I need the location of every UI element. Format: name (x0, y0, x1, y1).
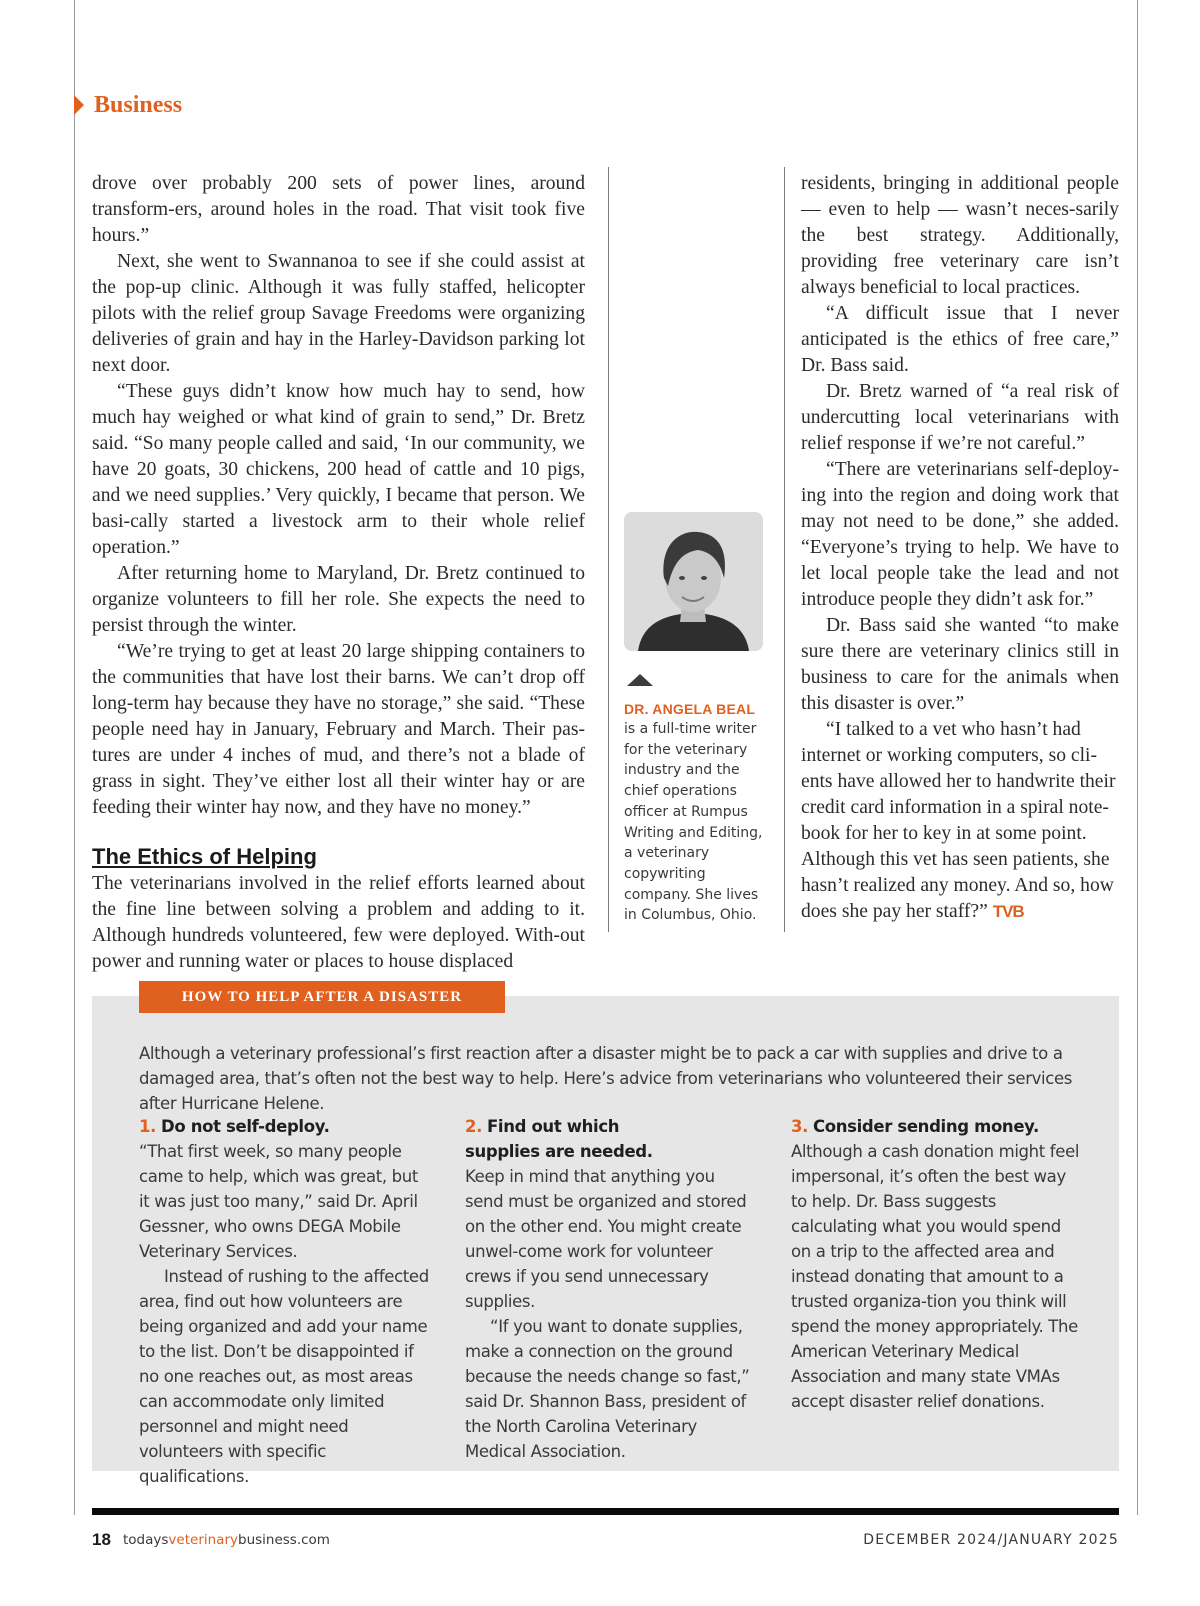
tip-title: Consider sending money. (812, 1117, 1039, 1136)
column-divider-right (784, 167, 785, 932)
paragraph: “There are veterinarians self-deploy-ing into the region and doing work that may not need to be done,” she added. “Everyone’s trying to help. We have to let local people take the lead and not introduce people they didn’t ask for.” (801, 459, 1119, 610)
section-arrow-icon (74, 95, 84, 115)
site-url (123, 1532, 330, 1548)
tip-paragraph: “If you want to donate supplies, make a connection on the ground because the needs change so fast,” said Dr. Shannon Bass, president of the North Carolina Veterinary Medical Association. (465, 1317, 750, 1461)
author-portrait-icon (624, 512, 763, 651)
paragraph: Next, she went to Swannanoa to see if she could assist at the pop-up clinic. Although it was fully staffed, helicopter pilots with the relief group Savage Freedoms were organizing deliveries of grain and hay in the Harley-Davidson parking lot next door. (92, 251, 585, 376)
tip-paragraph: “That first week, so many people came to help, which was great, but it was just too many,” said Dr. April Gessner, who owns DEGA Mobile Veterinary Services. (139, 1142, 418, 1261)
paragraph: “These guys didn’t know how much hay to send, how much hay weighed or what kind of grain to send,” Dr. Bretz said. “So many people called and said, ‘In our community, we have 20 goats, 30 chickens, 200 head of cattle and 10 pigs, and we need supplies.’ Very quickly, I became that person. We basi-cally started a livestock arm to their whole relief operation.” (92, 381, 585, 558)
page-number: 18 (92, 1530, 111, 1549)
tvb-end-mark: TVB (992, 902, 1024, 921)
site-url-part: business.com (238, 1532, 330, 1548)
page-edge-left (74, 0, 75, 1515)
tip-3 (791, 1114, 1083, 1414)
paragraph: Dr. Bass said she wanted “to make sure there are veterinary clinics still in business to care for the animals when this disaster is over.” (801, 615, 1119, 714)
tip-paragraph: Keep in mind that anything you send must be organized and stored on the other end. You might create unwel-come work for volunteer crews if you send unnecessary supplies. (465, 1167, 747, 1311)
tip-title: Find out which supplies are needed. (465, 1117, 653, 1161)
paragraph-last (801, 717, 1119, 925)
paragraph: The veterinarians involved in the relief efforts learned about the fine line between solving a problem and adding to it. Although hundreds volunteered, few were deployed. With-out power and running water or places to house displaced (92, 873, 585, 972)
tip-paragraph: Instead of rushing to the affected area, find out how volunteers are being organized and add your name to the list. Don’t be disappointed if no one reaches out, as most areas can accommodate only limited personnel and might need volunteers with specific qualifications. (139, 1267, 429, 1486)
help-box-tab: HOW TO HELP AFTER A DISASTER (139, 981, 505, 1013)
paragraph: “A difficult issue that I never anticipated is the ethics of free care,” Dr. Bass said. (801, 303, 1119, 376)
tip-number: 2. (465, 1117, 483, 1136)
article-column-left (92, 171, 585, 975)
section-header (74, 88, 182, 122)
page-edge-right (1137, 0, 1138, 1515)
footer-rule (92, 1508, 1119, 1515)
subhead-ethics: The Ethics of Helping (92, 844, 317, 869)
tip-title: Do not self-deploy. (160, 1117, 330, 1136)
site-url-accent: veterinary (168, 1532, 238, 1548)
site-url-part: todays (123, 1532, 169, 1548)
paragraph: After returning home to Maryland, Dr. Bretz continued to organize volunteers to fill her role. She expects the need to persist through the winter. (92, 563, 585, 636)
column-divider-left (608, 167, 609, 932)
section-label: Business (94, 91, 183, 118)
author-photo (624, 512, 763, 651)
paragraph: Dr. Bretz warned of “a real risk of undercutting local veterinarians with relief response if we’re not careful.” (801, 381, 1119, 454)
tip-paragraph: Although a cash donation might feel impersonal, it’s often the best way to help. Dr. Bass suggests calculating what you would spend on a trip to the affected area and instead donating that amount to a trusted organiza-tion you think will spend the money appropriately. The American Veterinary Medical Association and many state VMAs accept disaster relief donations. (791, 1142, 1080, 1411)
paragraph: “We’re trying to get at least 20 large shipping containers to the communities that have lost their barns. We can’t drop off long-term hay because they have no storage,” she said. “These people need hay in January, February and March. Their pas-tures are under 4 inches of mud, and there’s not a blade of grass in sight. They’ve either lost all their winter hay or are feeding their winter hay now, and they have no money.” (92, 641, 585, 818)
author-bio (624, 512, 764, 926)
help-box-intro: Although a veterinary professional’s first reaction after a disaster might be to pack a car with supplies and drive to a damaged area, that’s often not the best way to help. Here’s advice from veterinarians who volunteered their services after Hurricane Helene. (139, 1044, 1073, 1113)
author-name: DR. ANGELA BEAL (624, 701, 756, 717)
paragraph: drove over probably 200 sets of power lines, around transform-ers, around holes in the road. That visit took five hours.” (92, 173, 585, 246)
issue-date: DECEMBER 2024/JANUARY 2025 (863, 1532, 1119, 1548)
paragraph: residents, bringing in additional people — even to help — wasn’t neces-sarily the best strategy. Additionally, providing free veterinary care isn’t always beneficial to local practices. (801, 173, 1119, 298)
tip-number: 3. (791, 1117, 809, 1136)
tip-2 (465, 1114, 757, 1464)
tip-number: 1. (139, 1117, 157, 1136)
author-bio-text: is a full-time writer for the veterinary industry and the chief operations officer at Rumpus Writing and Editing, a veterinary copywriting company. She lives in Columbus, Ohio. (624, 721, 763, 924)
caption-pointer-icon (627, 674, 653, 686)
paragraph-last-text: “I talked to a vet who hasn’t had internet or working computers, so cli-ents have allowed her to handwrite their credit card information in a spiral note-book for her to key in at some point. Although this vet has seen patients, she hasn’t realized any money. And so, how does she pay her staff?” (801, 719, 1116, 922)
tip-1 (139, 1114, 431, 1489)
article-column-right (801, 171, 1119, 925)
